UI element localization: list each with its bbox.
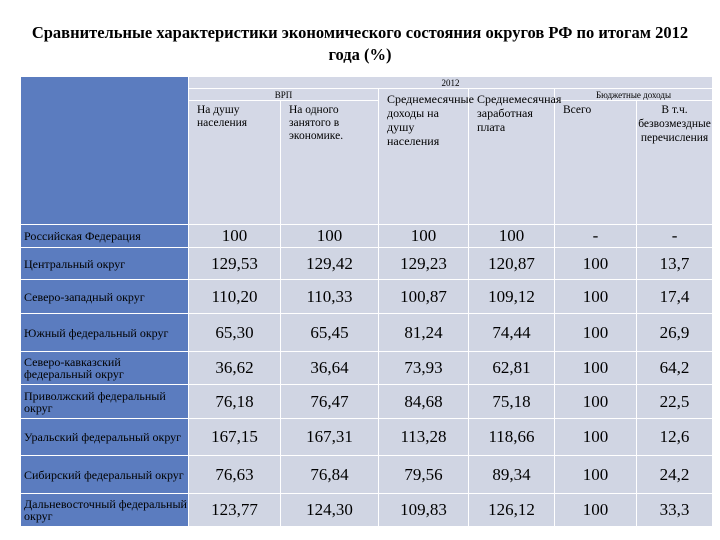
value-cell: 100 [555, 419, 637, 456]
value-cell: 33,3 [637, 494, 713, 527]
table-row [21, 385, 713, 419]
value-cell: 120,87 [469, 248, 555, 280]
value-cell: 75,18 [469, 385, 555, 419]
table-row [21, 248, 713, 280]
header-budget: Бюджетные доходы [555, 89, 713, 101]
value-cell: 79,56 [379, 456, 469, 494]
value-cell: 76,18 [189, 385, 281, 419]
value-cell: 129,42 [281, 248, 379, 280]
district-name: Южный федеральный округ [21, 314, 189, 352]
value-cell: 100 [189, 225, 281, 248]
value-cell: 129,53 [189, 248, 281, 280]
district-name: Северо-кавказский федеральный округ [21, 352, 189, 385]
value-cell: 124,30 [281, 494, 379, 527]
value-cell: 24,2 [637, 456, 713, 494]
value-cell: 13,7 [637, 248, 713, 280]
header-avg-salary: Среднемесячная заработная плата [469, 89, 555, 225]
value-cell: 100 [555, 494, 637, 527]
table-row [21, 280, 713, 314]
district-name: Дальневосточный федеральный округ [21, 494, 189, 527]
value-cell: 100 [555, 352, 637, 385]
district-name: Центральный округ [21, 248, 189, 280]
value-cell: 36,62 [189, 352, 281, 385]
value-cell: 100,87 [379, 280, 469, 314]
value-cell: 100 [379, 225, 469, 248]
value-cell: 167,31 [281, 419, 379, 456]
comparison-table [20, 76, 713, 527]
table-row [21, 494, 713, 527]
header-per-employed: На одного занятого в экономике. [281, 101, 379, 225]
value-cell: 109,83 [379, 494, 469, 527]
value-cell: 76,63 [189, 456, 281, 494]
district-name: Приволжский федеральный округ [21, 385, 189, 419]
value-cell: 84,68 [379, 385, 469, 419]
value-cell: 100 [281, 225, 379, 248]
value-cell: 109,12 [469, 280, 555, 314]
table-row [21, 419, 713, 456]
district-name: Российская Федерация [21, 225, 189, 248]
value-cell: 64,2 [637, 352, 713, 385]
value-cell: 62,81 [469, 352, 555, 385]
value-cell: 74,44 [469, 314, 555, 352]
table-row [21, 225, 713, 248]
header-budget-total: Всего [555, 101, 637, 225]
value-cell: - [555, 225, 637, 248]
value-cell: 76,84 [281, 456, 379, 494]
district-name: Уральский федеральный округ [21, 419, 189, 456]
value-cell: 73,93 [379, 352, 469, 385]
value-cell: 36,64 [281, 352, 379, 385]
value-cell: 126,12 [469, 494, 555, 527]
value-cell: 12,6 [637, 419, 713, 456]
page-title: Сравнительные характеристики экономического состояния округов РФ по итогам 2012 года (%) [31, 23, 689, 64]
value-cell: 167,15 [189, 419, 281, 456]
header-vrp: ВРП [189, 89, 379, 101]
district-name: Сибирский федеральный округ [21, 456, 189, 494]
value-cell: 100 [555, 314, 637, 352]
table-body [21, 225, 713, 527]
value-cell: 100 [469, 225, 555, 248]
value-cell: 110,33 [281, 280, 379, 314]
value-cell: 113,28 [379, 419, 469, 456]
value-cell: 118,66 [469, 419, 555, 456]
district-name: Северо-западный округ [21, 280, 189, 314]
table-row [21, 456, 713, 494]
value-cell: 65,30 [189, 314, 281, 352]
value-cell: 100 [555, 456, 637, 494]
value-cell: 81,24 [379, 314, 469, 352]
header-budget-transfers: В т.ч. безвозмездные перечисления [637, 101, 713, 225]
value-cell: 89,34 [469, 456, 555, 494]
header-avg-income: Среднемесячные доходы на душу населения [379, 89, 469, 225]
table-row [21, 314, 713, 352]
value-cell: 76,47 [281, 385, 379, 419]
header-corner [21, 77, 189, 225]
value-cell: 110,20 [189, 280, 281, 314]
value-cell: 26,9 [637, 314, 713, 352]
value-cell: 100 [555, 280, 637, 314]
table-row [21, 352, 713, 385]
header-year: 2012 [189, 77, 713, 89]
value-cell: 17,4 [637, 280, 713, 314]
value-cell: 129,23 [379, 248, 469, 280]
value-cell: 123,77 [189, 494, 281, 527]
value-cell: 100 [555, 385, 637, 419]
value-cell: 65,45 [281, 314, 379, 352]
value-cell: - [637, 225, 713, 248]
header-per-capita: На душу населения [189, 101, 281, 225]
value-cell: 22,5 [637, 385, 713, 419]
value-cell: 100 [555, 248, 637, 280]
